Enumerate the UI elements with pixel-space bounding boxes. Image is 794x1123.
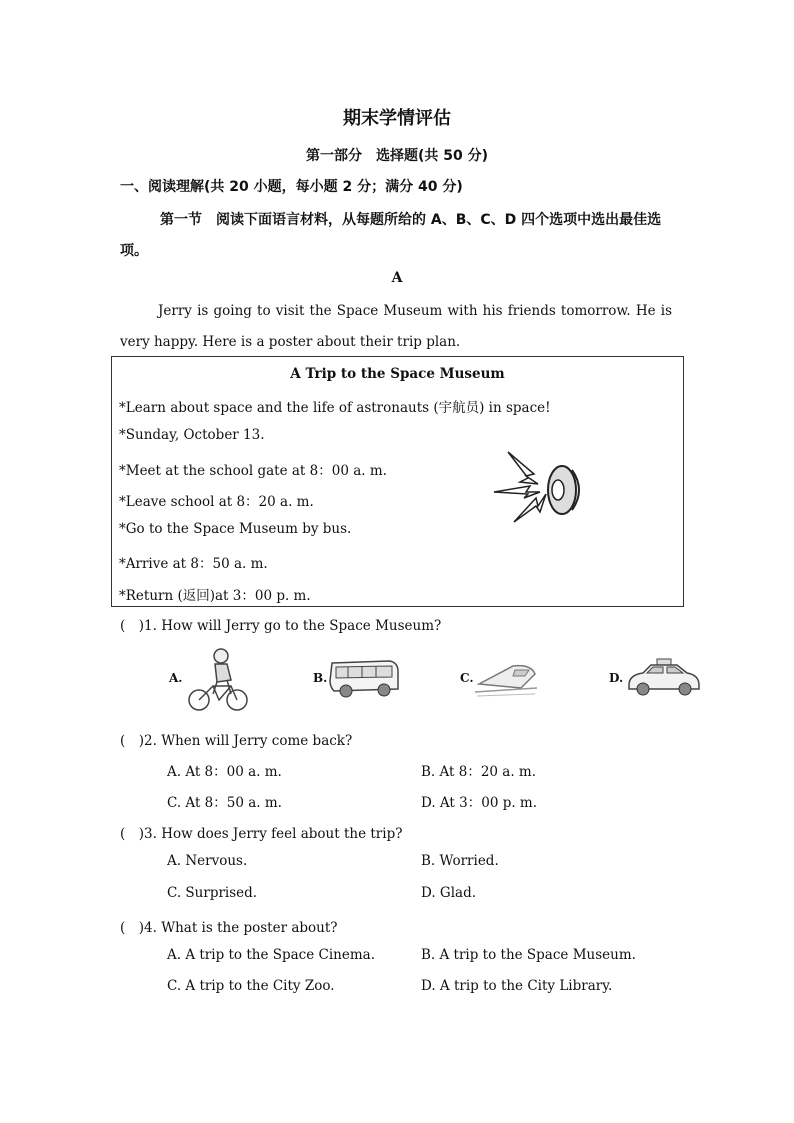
poster-line: *Go to the Space Museum by bus.	[119, 521, 352, 537]
poster-line: *Meet at the school gate at 8：00 a. m.	[119, 463, 387, 479]
option-1a-label: A.	[169, 671, 183, 685]
bicycle-rider-icon[interactable]	[187, 646, 249, 712]
page-title: 期末学情评估	[343, 108, 451, 129]
option-4c[interactable]: C. A trip to the City Zoo.	[167, 978, 335, 994]
part-heading: 第一部分 选择题(共 50 分)	[305, 148, 489, 164]
passage-text: Jerry is going to visit the Space Museum with his friends tomorrow. He is very happy. Here is a poster about their trip plan.	[120, 303, 672, 350]
poster-box	[111, 356, 684, 607]
taxi-icon[interactable]	[625, 657, 703, 699]
question-4-stem: ( )4. What is the poster about?	[120, 920, 338, 936]
option-3b[interactable]: B. Worried.	[421, 853, 499, 869]
poster-line: *Leave school at 8：20 a. m.	[119, 494, 314, 510]
option-4b[interactable]: B. A trip to the Space Museum.	[421, 947, 636, 963]
option-4a[interactable]: A. A trip to the Space Cinema.	[167, 947, 375, 963]
option-2c[interactable]: C. At 8：50 a. m.	[167, 795, 282, 811]
option-3d[interactable]: D. Glad.	[421, 885, 477, 901]
question-1-stem: ( )1. How will Jerry go to the Space Museum?	[120, 618, 442, 634]
section-heading: 一、阅读理解(共 20 小题，每小题 2 分；满分 40 分)	[120, 179, 463, 195]
question-3-stem: ( )3. How does Jerry feel about the trip?	[120, 826, 403, 842]
poster-line: *Learn about space and the life of astronauts (宇航员) in space!	[119, 400, 551, 416]
question-2-stem: ( )2. When will Jerry come back?	[120, 733, 353, 749]
option-2a[interactable]: A. At 8：00 a. m.	[167, 764, 282, 780]
poster-title: A Trip to the Space Museum	[290, 366, 505, 382]
loudspeaker-icon	[490, 448, 590, 528]
option-1d-label: D.	[609, 671, 624, 685]
poster-line: *Arrive at 8：50 a. m.	[119, 556, 268, 572]
instruction-text: 第一节 阅读下面语言材料，从每题所给的 A、B、C、D 四个选项中选出最佳选项。	[120, 212, 662, 259]
option-4d[interactable]: D. A trip to the City Library.	[421, 978, 613, 994]
poster-line: *Return (返回)at 3：00 p. m.	[119, 588, 311, 604]
option-1c-label: C.	[460, 671, 474, 685]
poster-line: *Sunday, October 13.	[119, 427, 265, 443]
option-2d[interactable]: D. At 3：00 p. m.	[421, 795, 538, 811]
bus-icon[interactable]	[328, 657, 402, 699]
option-3a[interactable]: A. Nervous.	[167, 853, 248, 869]
option-1b-label: B.	[313, 671, 328, 685]
option-2b[interactable]: B. At 8：20 a. m.	[421, 764, 537, 780]
option-3c[interactable]: C. Surprised.	[167, 885, 258, 901]
train-icon[interactable]	[473, 658, 539, 700]
passage-label: A	[391, 270, 403, 286]
